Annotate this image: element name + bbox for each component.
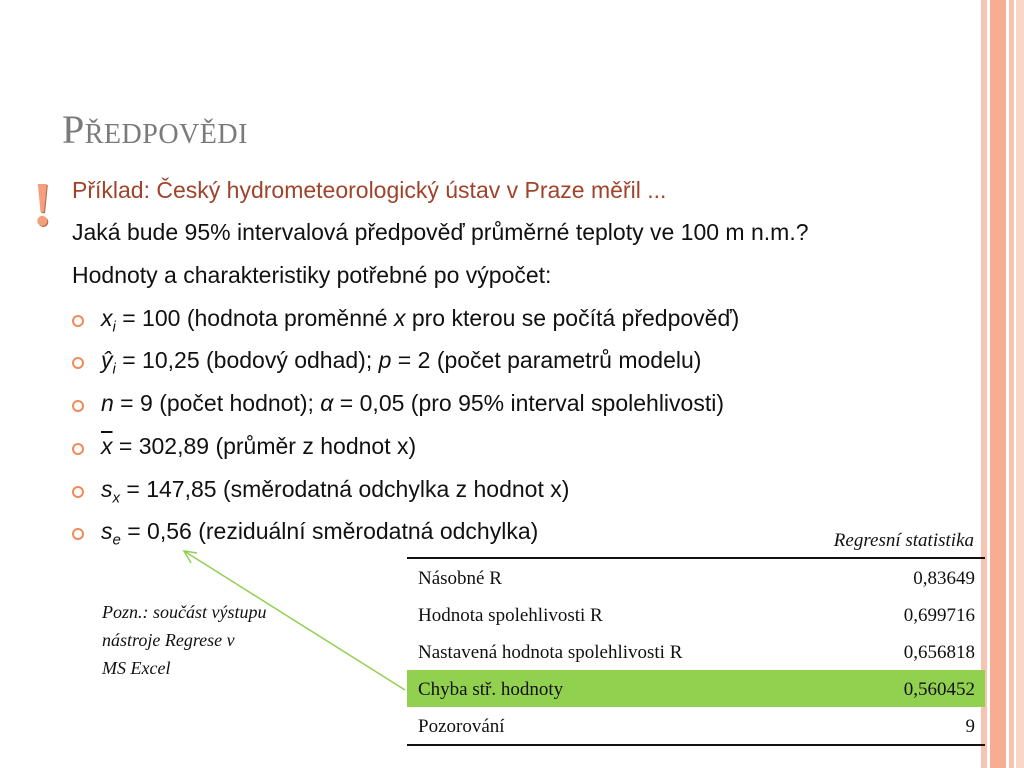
bullet-text: $\overline{x} = 302,89$ (průměr z hodnot x) <box>101 433 417 459</box>
table-row <box>407 707 985 744</box>
row-label: Nastavená hodnota spolehlivosti R <box>418 642 683 663</box>
bullet-text: n = 9 (počet hodnot); α = 0,05 (pro 95% interval spolehlivosti) <box>101 390 724 416</box>
table-title: Regresní statistika <box>833 530 974 551</box>
row-label: Pozorování <box>418 716 505 737</box>
bullet-text: $ŷ_i = 10,25$ (bodový odhad); p = 2 (počet parametrů modelu) <box>101 347 702 378</box>
row-value: 0,560452 <box>903 679 975 700</box>
bullet-text: $x_i = 100$ (hodnota proměnné x pro kterou se počítá předpověď) <box>101 305 740 336</box>
row-value: 0,83649 <box>913 568 975 589</box>
row-label: Hodnota spolehlivosti R <box>418 605 603 626</box>
row-label: Násobné R <box>418 568 502 589</box>
note-line: MS Excel <box>102 658 171 678</box>
table-row <box>407 559 985 596</box>
row-label: Chyba stř. hodnoty <box>418 679 564 700</box>
table-row-highlighted <box>407 670 985 707</box>
example-line: Příklad: Český hydrometeorologický ústav v Praze měřil ... <box>72 177 667 203</box>
row-value: 0,699716 <box>903 605 975 626</box>
table-row <box>407 633 985 670</box>
bullet-text: $s_x = 147,85$ (směrodatná odchylka z hodnot x) <box>101 476 570 507</box>
intro-line: Hodnoty a charakteristiky potřebné po výpočet: <box>72 262 552 288</box>
row-value: 9 <box>965 716 975 737</box>
note-line: Pozn.: součást výstupu <box>102 602 267 622</box>
table-row <box>407 596 985 633</box>
bullet-text: $s_e = 0,56$ (reziduální směrodatná odchylka) <box>101 518 539 549</box>
exclamation-icon: ! <box>32 171 53 239</box>
row-value: 0,656818 <box>903 642 975 663</box>
note-line: nástroje Regrese v <box>102 630 235 650</box>
slide-title: Předpovědi <box>62 107 248 152</box>
question-line: Jaká bude 95% intervalová předpověď průměrné teploty ve 100 m n.m.? <box>72 219 809 245</box>
regression-stats-table <box>407 557 985 746</box>
